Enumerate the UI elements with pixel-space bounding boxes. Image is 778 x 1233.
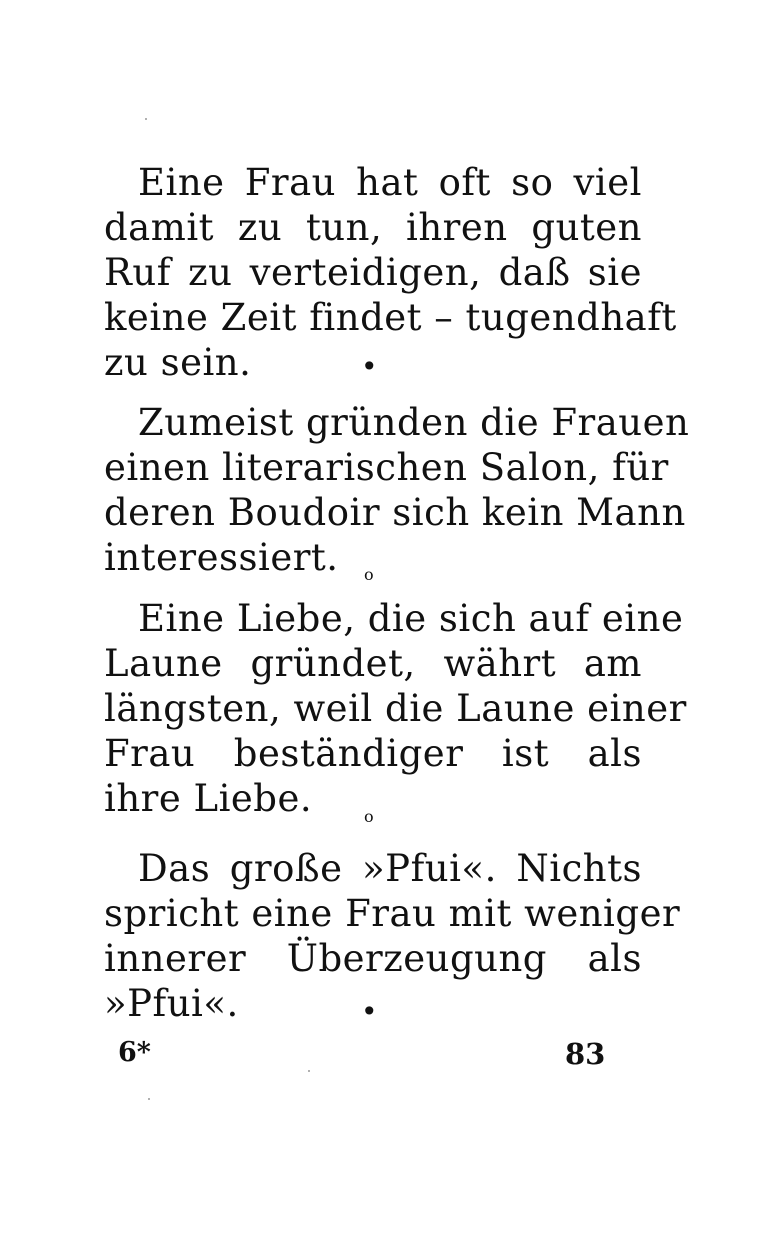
signature-mark: 6* — [118, 1037, 151, 1068]
aphorism-line: einen literarischen Salon, für — [104, 446, 669, 489]
aphorism-line: ihre Liebe. — [104, 777, 313, 820]
separator-dot: • — [361, 995, 378, 1028]
aphorism-line: Laune gründet, währt am — [104, 642, 642, 685]
aphorism-3 — [104, 596, 687, 821]
aphorism-line: Zumeist gründen die Frauen — [138, 401, 690, 444]
aphorism-line: interessiert. — [104, 536, 339, 579]
aphorism-line: »Pfui«. — [104, 982, 239, 1025]
separator-circle: o — [364, 565, 374, 584]
separator-circle: o — [364, 807, 374, 826]
aphorism-line: Eine Liebe, die sich auf eine — [138, 597, 684, 640]
aphorism-line: keine Zeit findet – tugendhaft — [104, 296, 677, 339]
scan-speck — [308, 1070, 310, 1072]
aphorism-line: deren Boudoir sich kein Mann — [104, 491, 686, 534]
aphorism-line: zu sein. — [104, 341, 252, 384]
aphorism-line: Eine Frau hat oft so viel — [138, 161, 642, 204]
aphorism-line: damit zu tun, ihren guten — [104, 206, 642, 249]
aphorism-line: Frau beständiger ist als — [104, 732, 642, 775]
aphorism-line: innerer Überzeugung als — [104, 937, 642, 980]
separator-dot: • — [361, 350, 378, 383]
scan-speck — [145, 118, 147, 120]
aphorism-line: Ruf zu verteidigen, daß sie — [104, 251, 642, 294]
aphorism-line: spricht eine Frau mit weniger — [104, 892, 681, 935]
aphorism-line: längsten, weil die Laune einer — [104, 687, 687, 730]
page-number: 83 — [565, 1037, 606, 1071]
aphorism-2 — [104, 400, 690, 580]
scan-speck — [148, 1098, 150, 1100]
aphorism-line: Das große »Pfui«. Nichts — [138, 847, 642, 890]
